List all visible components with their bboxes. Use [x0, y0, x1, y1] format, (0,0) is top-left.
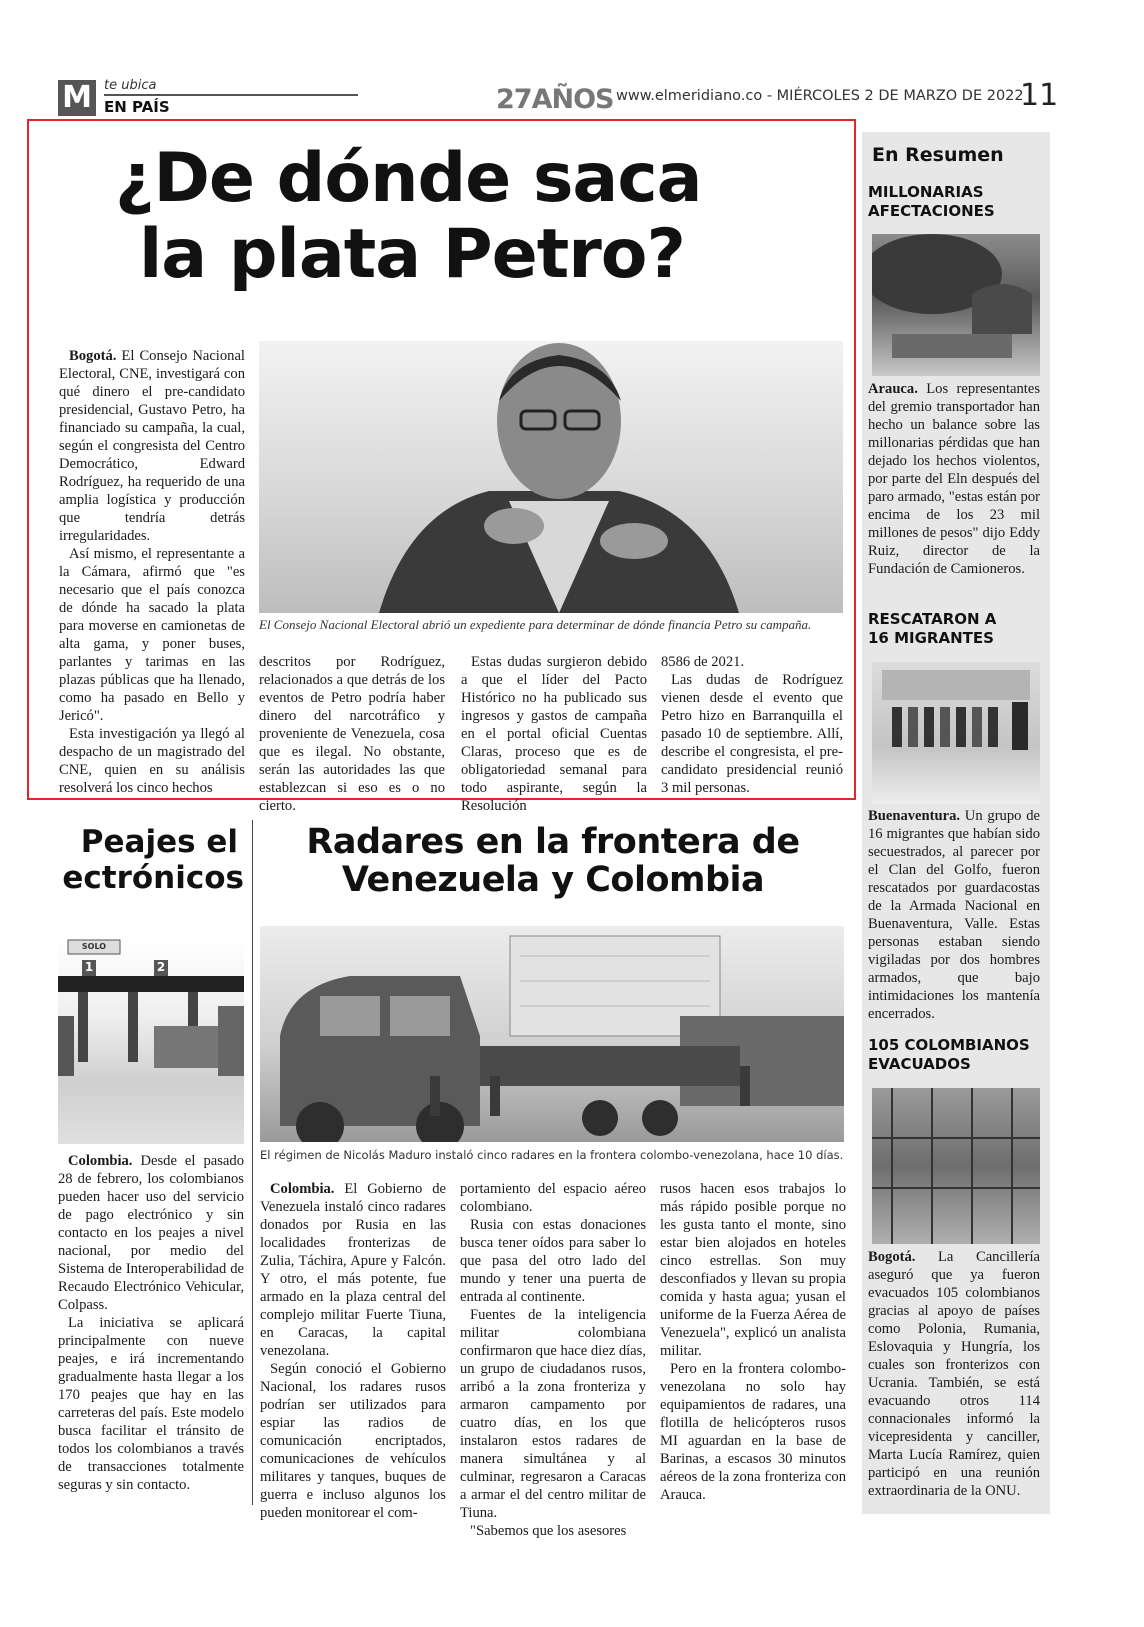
sidebar-item1-head1: MILLONARIAS	[868, 183, 984, 201]
logo: M	[58, 80, 96, 116]
radares-col2-p2: Rusia con estas donaciones busca tener oídos para saber lo que pasa del otro lado del mundo y tener una puerta de entrada al continente.	[460, 1217, 646, 1305]
masthead	[58, 80, 1088, 120]
toll-lane-1: 1	[84, 960, 94, 974]
sidebar-item3-text: La Cancillería aseguró que ya fueron evacuados 105 colombianos gracias al apoyo de países como Polonia, Rumania, Eslovaquia y Hungría, los cuales son fronterizos con Ucrania. También, se está evacuando otros 114 connacionales informó la vicepresidenta y canciller, Marta Lucía Ramírez, quien participó en una reunión extraordinaria de la ONU.	[868, 1249, 1040, 1499]
sidebar-item2-photo	[872, 662, 1040, 804]
sidebar-title: En Resumen	[872, 144, 1004, 166]
main-article	[27, 119, 856, 814]
petro-photo	[259, 341, 843, 613]
peajes-article	[58, 824, 246, 1504]
radares-headline-line1: Radares en la frontera de	[306, 822, 800, 862]
column-divider	[252, 820, 253, 1505]
main-col1-p3: Esta investigación ya llegó al despacho de un magistrado del CNE, quien en su análisis resolverá los cinco hechos	[59, 726, 245, 796]
sidebar-item1-text: Los representantes del gremio transportador han hecho un balance sobre las millonarias pérdidas que han dejado los hechos violentos, por parte del Eln después del paro armado, "estas están por encima de los 23 mil millones de pesos" dijo Eddy Ruiz, director de la Fundación de Camioneros.	[868, 381, 1040, 577]
sidebar-en-resumen	[862, 132, 1050, 1514]
main-col3	[461, 653, 647, 815]
radar-photo-caption: El régimen de Nicolás Maduro instaló cinco radares en la frontera colombo-venezolana, hace 10 días.	[260, 1148, 844, 1162]
page-number: 11	[1020, 78, 1059, 113]
main-col2-text: descritos por Rodríguez, relacionados a que detrás de los eventos de Petro podría haber dinero del narcotráfico y proveniente de Venezuela, cosa que es ilegal. No obstante, serán las autoridades las que establezcan si eso es o no cierto.	[259, 654, 445, 814]
migrants-group-illustration	[872, 662, 1040, 804]
sidebar-item2-lead: Buenaventura.	[868, 808, 961, 824]
sidebar-item3-lead: Bogotá.	[868, 1249, 916, 1265]
main-photo-caption: El Consejo Nacional Electoral abrió un expediente para determinar de dónde financia Petro su campaña.	[259, 617, 812, 632]
toll-booth-photo	[58, 936, 244, 1144]
radares-col1	[260, 1180, 446, 1522]
main-headline-line2: la plata Petro?	[139, 215, 685, 294]
sidebar-item2-body	[868, 807, 1040, 1023]
radar-photo	[260, 926, 844, 1142]
radar-truck-illustration	[260, 926, 844, 1142]
section-rule	[104, 94, 358, 96]
sidebar-item2-head1: RESCATARON A	[868, 610, 997, 628]
main-col3-text: Estas dudas surgieron debido a que el líder del Pacto Histórico no ha publicado sus ingresos y gastos de campaña en el portal oficial Cuentas Claras, proceso que es de obligatoriedad semanal para todo aspirante, según la Resolución	[461, 654, 647, 814]
main-col4-p2: Las dudas de Rodríguez vienen desde el evento que Petro hizo en Barranquilla el pasado 10 de septiembre. Allí, describe el congresista, el pre-candidato presidencial reunió 3 mil personas.	[661, 672, 843, 796]
peajes-lead: Colombia.	[68, 1153, 133, 1169]
sidebar-item3-photo	[872, 1088, 1040, 1244]
radares-col3	[660, 1180, 846, 1504]
peajes-headline-line2: ectrónicos	[62, 860, 244, 896]
radares-article	[258, 822, 848, 1539]
sidebar-item1-photo	[872, 234, 1040, 376]
sidebar-item3-body	[868, 1248, 1040, 1500]
main-col4-p1: 8586 de 2021.	[661, 654, 745, 670]
radares-col2-p4: "Sabemos que los asesores	[470, 1523, 627, 1539]
main-headline-line1: ¿De dónde saca	[115, 139, 702, 218]
radares-col3-p1: rusos hacen esos trabajos lo más rápido posible porque no les gusta tanto el monte, sino estar bien alojados en hoteles cinco estrellas. Son muy desconfiados y llevan su propia comida y hasta agua; yusan el uniforme de la Fuerza Aérea de Venezuela", explicó un analista militar.	[660, 1181, 846, 1359]
radares-col2-p1: portamiento del espacio aéreo colombiano.	[460, 1181, 646, 1215]
radares-col2-p3: Fuentes de la inteligencia militar colombiana confirmaron que hace diez días, un grupo de ciudadanos rusos, arribó a la zona fronteriza y armaron campamento por cuatro días, en los que instalaron estos radares de manera simultánea y al culminar, regresaron a Caracas a armar el del centro militar de Tiuna.	[460, 1307, 646, 1521]
site-date: www.elmeridiano.co - MIÉRCOLES 2 DE MARZO DE 2022	[616, 88, 1024, 104]
main-col1-lead: Bogotá.	[69, 348, 117, 364]
sidebar-item2-text: Un grupo de 16 migrantes que habían sido secuestrados, al parecer por el Clan del Golfo, fueron rescatados por guardacostas de la Armada Nacional en Buenaventura, Valle. Estas personas estaban siendo vigiladas por dos hombres armados, que bajo intimidaciones los mantenía encerrados.	[868, 808, 1040, 1022]
main-col1-p2: Así mismo, el representante a la Cámara, afirmó que "es necesario que el país conozca de dónde ha sacado la plata para moverse en camionetas de alta gama, y poner buses, parlantes y tarimas en las plazas públicas que ha llenado, como ha pasado en Bello y Jericó".	[59, 546, 245, 724]
petro-photo-illustration	[259, 341, 843, 613]
sidebar-item3-head2: EVACUADOS	[868, 1055, 971, 1073]
sidebar-item3-head1: 105 COLOMBIANOS	[868, 1036, 1030, 1054]
section-tag: te ubica	[104, 78, 157, 93]
toll-lane-2: 2	[156, 960, 166, 974]
sidebar-item2-head2: 16 MIGRANTES	[868, 629, 994, 647]
radares-headline-line2: Venezuela y Colombia	[341, 860, 765, 900]
peajes-headline-line1: Peajes el	[80, 824, 238, 860]
burned-vehicle-illustration	[872, 234, 1040, 376]
main-col2	[259, 653, 445, 815]
peajes-body	[58, 1152, 244, 1494]
radares-col1-p2: Según conoció el Gobierno Nacional, los radares rusos podrían ser utilizados para espiar las radios de comunicación encriptados, comunicaciones de vehículos militares y tanques, buques de guerra e incluso algunos los pueden monitorear el com-	[260, 1361, 446, 1521]
radares-col1-p1: El Gobierno de Venezuela instaló cinco radares donados por Rusia en las localidades fronterizas de Zulia, Táchira, Apure y Falcón. Y otro, el más potente, fue armado en la plaza central del complejo militar Fuerte Tiuna, en Caracas, la capital venezolana.	[260, 1181, 446, 1359]
peajes-p2: La iniciativa se aplicará principalmente con nueve peajes, e irá incrementando gradualmente hasta llegar a los 170 peajes que hay en las carreteras del país. Este modelo busca facilitar el tránsito de todos los colombianos a través de transacciones totalmente seguras y sin contacto.	[58, 1315, 244, 1493]
sidebar-item1-body	[868, 380, 1040, 578]
border-fence-illustration	[872, 1088, 1040, 1244]
radares-lead: Colombia.	[270, 1181, 335, 1197]
main-col1	[59, 347, 245, 797]
peajes-p1: Desde el pasado 28 de febrero, los colombianos pueden hacer uso del servicio de pago electrónico y sin contacto en los peajes a nivel nacional, por medio del Sistema de Interoperabilidad de Recaudo Electrónico Vehicular, Colpass.	[58, 1153, 244, 1313]
sidebar-item1-head2: AFECTACIONES	[868, 202, 995, 220]
anniversary-logo: 27AÑOS	[496, 84, 614, 115]
main-col4	[661, 653, 843, 797]
main-col1-p1: El Consejo Nacional Electoral, CNE, investigará con qué dinero el pre-candidato presidencial, Gustavo Petro, ha financiado su campaña, la cual, según el congresista del Centro Democrático, Edward Rodríguez, ha requerido de una amplia logística y producción que tendría detrás irregularidades.	[59, 348, 245, 544]
sidebar-item1-lead: Arauca.	[868, 381, 918, 397]
radares-col3-p2: Pero en la frontera colombo-venezolana no solo hay equipamientos de radares, una flotilla de helicópteros rusos MI aguardan en la base de Barinas, a escasos 30 minutos aéreos de la zona fronteriza con Arauca.	[660, 1361, 846, 1503]
toll-sign-text: SOLO	[81, 942, 107, 951]
radares-col2	[460, 1180, 646, 1540]
section-name: EN PAÍS	[104, 98, 170, 116]
